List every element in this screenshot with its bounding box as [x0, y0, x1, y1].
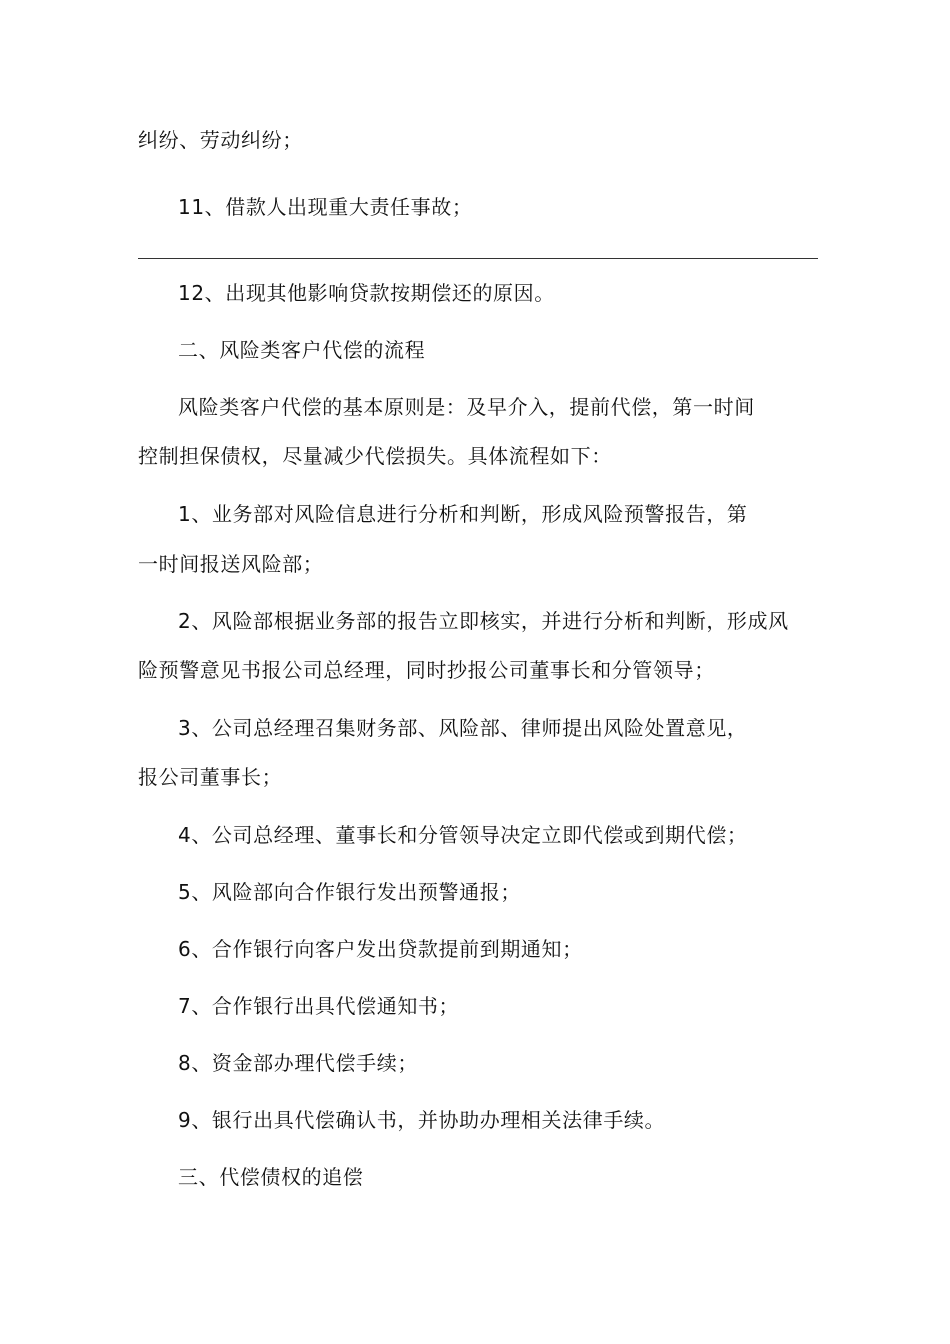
list-item-continuation: 报公司董事长；	[138, 765, 283, 789]
horizontal-divider	[138, 258, 818, 259]
list-item: 6、合作银行向客户发出贷款提前到期通知；	[178, 937, 583, 961]
list-item: 4、公司总经理、董事长和分管领导决定立即代偿或到期代偿；	[178, 823, 748, 847]
text-line: 控制担保债权，尽量减少代偿损失。具体流程如下：	[138, 444, 612, 468]
text-line: 风险类客户代偿的基本原则是：及早介入，提前代偿，第一时间	[178, 395, 755, 419]
list-item-continuation: 一时间报送风险部；	[138, 552, 324, 576]
list-item: 5、风险部向合作银行发出预警通报；	[178, 880, 521, 904]
section-heading: 三、代偿债权的追偿	[178, 1165, 364, 1189]
list-item: 7、合作银行出具代偿通知书；	[178, 994, 460, 1018]
list-item-continuation: 险预警意见书报公司总经理，同时抄报公司董事长和分管领导；	[138, 658, 715, 682]
list-item: 3、公司总经理召集财务部、风险部、律师提出风险处置意见，	[178, 716, 748, 740]
text-line: 12、出现其他影响贷款按期偿还的原因。	[178, 281, 555, 305]
list-item: 1、业务部对风险信息进行分析和判断，形成风险预警报告，第	[178, 502, 748, 526]
list-item: 2、风险部根据业务部的报告立即核实，并进行分析和判断，形成风	[178, 609, 789, 633]
text-line: 纠纷、劳动纠纷；	[138, 128, 303, 152]
section-heading: 二、风险类客户代偿的流程	[178, 338, 426, 362]
list-item: 9、银行出具代偿确认书，并协助办理相关法律手续。	[178, 1108, 666, 1132]
text-line: 11、借款人出现重大责任事故；	[178, 195, 473, 219]
list-item: 8、资金部办理代偿手续；	[178, 1051, 418, 1075]
